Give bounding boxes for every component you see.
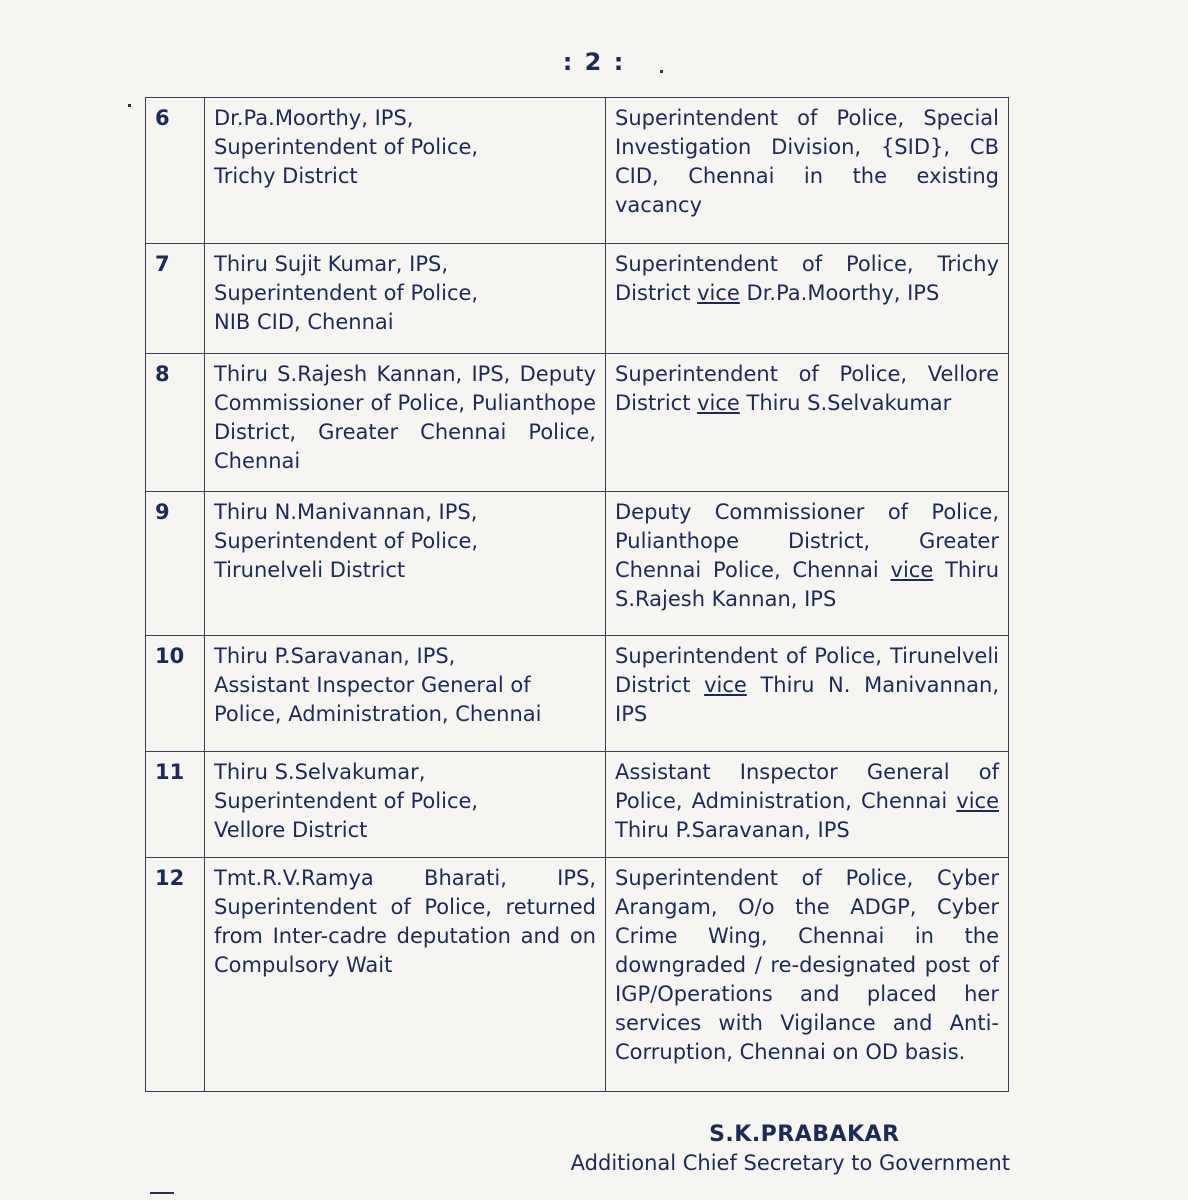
table-row <box>146 244 1009 354</box>
serial-number: 9 <box>146 492 205 636</box>
posting-cell <box>606 858 1009 1092</box>
officer-line: Thiru S.Rajesh Kannan, IPS, Deputy Commissioner of Police, Pulianthope District, Greater Chennai Police, Chennai <box>214 362 596 473</box>
officer-line: Thiru Sujit Kumar, IPS, <box>214 252 449 276</box>
posting-text: Superintendent of Police, Cyber Arangam, O/o the ADGP, Cyber Crime Wing, Chennai in the downgraded / re-designated post of IGP/Operations and placed her services with Vigilance and Anti-Corruption, Chennai on OD basis. <box>615 866 999 1064</box>
serial-number: 11 <box>146 752 205 858</box>
posting-text: Assistant Inspector General of Police, Administration, Chennai <box>615 760 999 813</box>
officer-line: Vellore District <box>214 818 368 842</box>
posting-cell <box>606 354 1009 492</box>
officer-line: Superintendent of Police, <box>214 135 479 159</box>
signatory-name: S.K.PRABAKAR <box>709 1122 900 1147</box>
officer-line: Thiru S.Selvakumar, <box>214 760 426 784</box>
officer-line: Superintendent of Police, <box>214 529 479 553</box>
posting-text: Dr.Pa.Moorthy, IPS <box>739 281 940 305</box>
table-row <box>146 752 1009 858</box>
officer-line: Assistant Inspector General of <box>214 673 531 697</box>
vice-keyword: vice <box>697 281 740 305</box>
posting-text: Thiru S.Selvakumar <box>739 391 952 415</box>
serial-number: 12 <box>146 858 205 1092</box>
posting-cell <box>606 244 1009 354</box>
officer-line: Superintendent of Police, <box>214 789 479 813</box>
vice-keyword: vice <box>697 391 740 415</box>
officer-cell <box>205 354 606 492</box>
posting-text: Thiru S.Rajesh Kannan, IPS <box>615 558 1000 611</box>
officer-cell <box>205 636 606 752</box>
officer-cell <box>205 752 606 858</box>
page-number: : 2 : <box>562 48 626 76</box>
officer-line: Thiru P.Saravanan, IPS, <box>214 644 456 668</box>
posting-text: Superintendent of Police, Vellore District <box>615 362 999 415</box>
posting-cell <box>606 636 1009 752</box>
table-row <box>146 858 1009 1092</box>
table-row <box>146 354 1009 492</box>
posting-text: Thiru N. Manivannan, IPS <box>615 673 999 726</box>
scan-speck <box>150 1192 174 1194</box>
officer-line: Dr.Pa.Moorthy, IPS, <box>214 106 414 130</box>
officer-cell <box>205 98 606 244</box>
officer-line: Tirunelveli District <box>214 558 406 582</box>
officer-line: Superintendent of Police, <box>214 281 479 305</box>
signature-block <box>571 1122 1008 1175</box>
vice-keyword: vice <box>956 789 999 813</box>
vice-keyword: vice <box>890 558 934 582</box>
table-row <box>146 636 1009 752</box>
serial-number: 6 <box>146 98 205 244</box>
officer-cell <box>205 858 606 1092</box>
posting-text: Deputy Commissioner of Police, Pulianthope District, Greater Chennai Police, Chennai <box>615 500 999 582</box>
vice-keyword: vice <box>704 673 747 697</box>
officer-line: Trichy District <box>214 164 358 188</box>
scan-speck <box>660 70 663 73</box>
signatory-title: Additional Chief Secretary to Government <box>570 1151 1010 1175</box>
posting-cell <box>606 752 1009 858</box>
posting-cell <box>606 98 1009 244</box>
table-row <box>146 492 1009 636</box>
serial-number: 10 <box>146 636 205 752</box>
serial-number: 8 <box>146 354 205 492</box>
posting-cell <box>606 492 1009 636</box>
officer-line: Thiru N.Manivannan, IPS, <box>214 500 478 524</box>
officer-line: Police, Administration, Chennai <box>214 702 542 726</box>
posting-text: Superintendent of Police, Trichy District <box>615 252 999 305</box>
serial-number: 7 <box>146 244 205 354</box>
scan-speck <box>128 104 131 107</box>
transfer-table <box>145 97 1009 1092</box>
posting-text: Superintendent of Police, Tirunelveli District <box>615 644 999 697</box>
posting-text: Thiru P.Saravanan, IPS <box>615 818 850 842</box>
officer-line: NIB CID, Chennai <box>214 310 394 334</box>
officer-line: Tmt.R.V.Ramya Bharati, IPS, Superintendent of Police, returned from Inter-cadre deputation and on Compulsory Wait <box>214 866 596 977</box>
officer-cell <box>205 492 606 636</box>
table-row <box>146 98 1009 244</box>
officer-cell <box>205 244 606 354</box>
posting-text: Superintendent of Police, Special Investigation Division, {SID}, CB CID, Chennai in the existing vacancy <box>615 106 999 217</box>
